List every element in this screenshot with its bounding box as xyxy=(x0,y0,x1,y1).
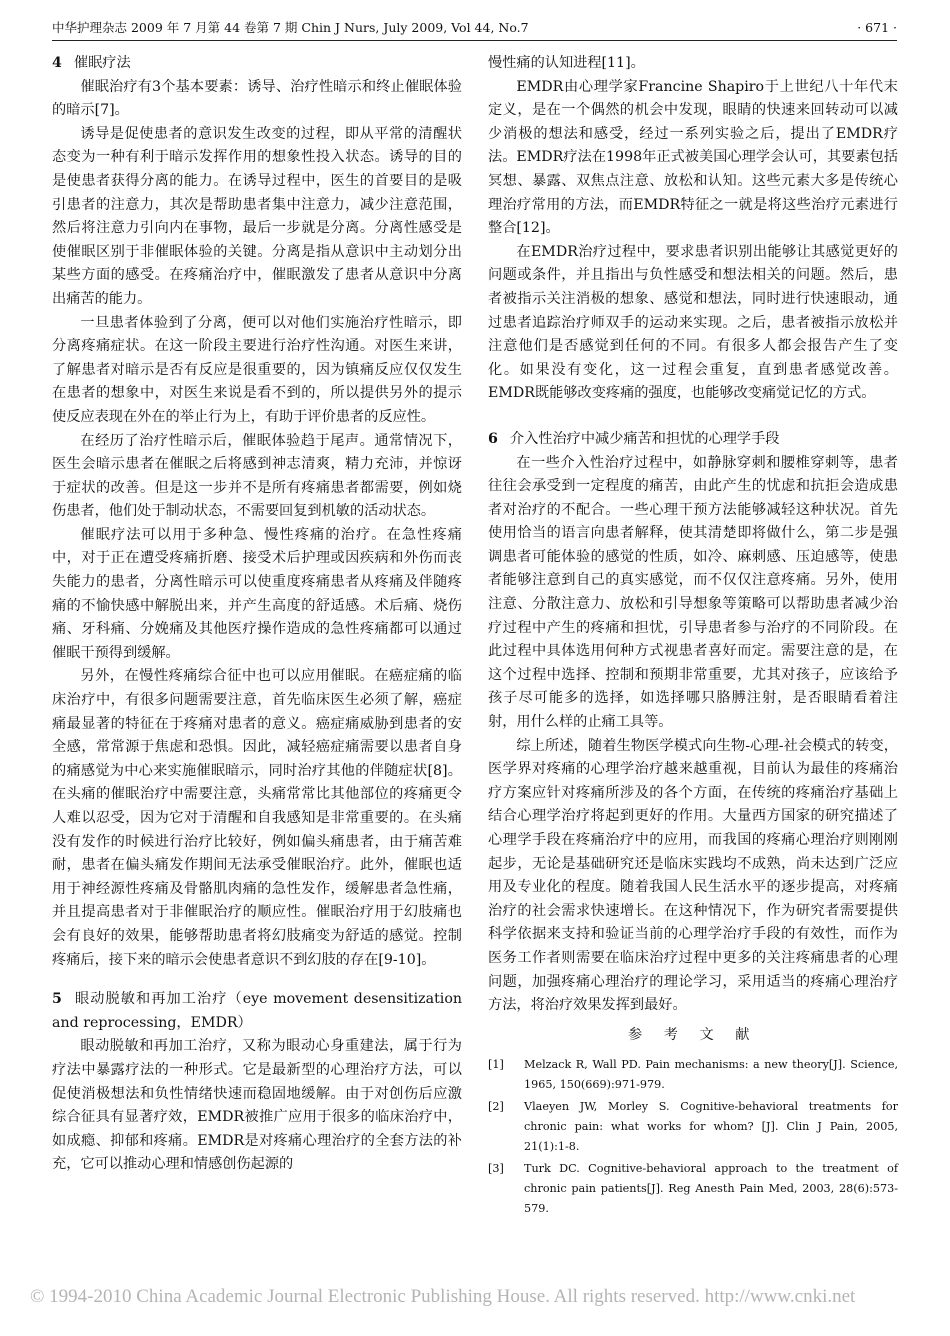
page-number: · 671 · xyxy=(857,20,897,35)
reference-item xyxy=(488,1097,898,1157)
reference-item xyxy=(488,1159,898,1219)
section-6-number: 6 xyxy=(488,430,498,447)
section-5-heading xyxy=(52,988,462,1035)
paragraph-continued: 慢性痛的认知进程[11]。 xyxy=(488,55,645,71)
running-header xyxy=(52,18,897,38)
journal-citation: 中华护理杂志 2009 年 7 月第 44 卷第 7 期 Chin J Nurs, July 2009, Vol 44, No.7 xyxy=(52,20,529,35)
right-column xyxy=(488,52,898,1221)
copyright-footer: © 1994-2010 China Academic Journal Electronic Publishing House. All rights reserved. http://www.cnki.net xyxy=(30,1286,856,1307)
paragraph: 综上所述，随着生物医学模式向生物-心理-社会模式的转变，医学界对疼痛的心理学治疗越来越重视，目前认为最佳的疼痛治疗方案应针对疼痛所涉及的各个方面，在传统的疼痛治疗基础上结合心理学治疗将起到更好的作用。大量西方国家的研究描述了心理学手段在疼痛治疗中的应用，而我国的疼痛心理治疗则刚刚起步，无论是基础研究还是临床实践均不成熟，尚未达到广泛应用及专业化的程度。随着我国人民生活水平的逐步提高，对疼痛治疗的社会需求快速增长。在这种情况下，作为研究者需要提供科学依据来支持和验证当前的心理学治疗手段的有效性，而作为医务工作者则需要在临床治疗过程中更多的关注疼痛患者的心理问题，加强疼痛心理治疗的理论学习，采用适当的疼痛心理治疗方法，将治疗效果发挥到最好。 xyxy=(488,737,898,1014)
reference-item xyxy=(488,1055,898,1095)
section-4-title: 催眠疗法 xyxy=(73,55,131,71)
paragraph: EMDR由心理学家Francine Shapiro于上世纪八十年代末定义，是在一个偶然的机会中发现，眼睛的快速来回转动可以减少消极的想法和感受，经过一系列实验之后，提出了EMDR疗法。EMDR疗法在1998年正式被美国心理学会认可，其要素包括冥想、暴露、双焦点注意、放松和认知。这些元素大多是传统心理治疗常用的方法，而EMDR特征之一就是将这些治疗元素进行整合[12]。 xyxy=(488,78,898,237)
paragraph: 另外，在慢性疼痛综合征中也可以应用催眠。在癌症痛的临床治疗中，有很多问题需要注意，首先临床医生必须了解，癌症痛最显著的特征在于疼痛对患者的意义。癌症痛威胁到患者的安全感，常常源于焦虑和恐惧。因此，减轻癌症痛需要以患者自身的痛感觉为中心来实施催眠暗示，同时治疗其他的伴随症状[8]。在头痛的催眠治疗中需要注意，头痛常常比其他部位的疼痛更令人难以忍受，因为它对于清醒和自我感知是非常重要的。在头痛没有发作的时候进行治疗比较好，例如偏头痛患者，由于痛苦难耐，患者在偏头痛发作期间无法承受催眠治疗。此外，催眠也适用于神经源性疼痛及骨骼肌肉痛的急性发作，缓解患者急性痛，并且提高患者对于非催眠治疗的顺应性。催眠治疗用于幻肢痛也会有良好的效果，能够帮助患者将幻肢痛变为舒适的感觉。控制疼痛后，接下来的暗示会使患者意识不到幻肢的存在[9-10]。 xyxy=(52,668,462,968)
paragraph: 一旦患者体验到了分离，便可以对他们实施治疗性暗示，即分离疼痛症状。在这一阶段主要进行治疗性沟通。对医生来讲，了解患者对暗示是否有反应是很重要的，因为镇痛反应仅仅发生在患者的想象中，对医生来说是看不到的，所以提供另外的提示使反应表现在外在的举止行为上，有助于评价患者的反应性。 xyxy=(52,314,462,425)
paragraph: 眼动脱敏和再加工治疗，又称为眼动心身重建法，属于行为疗法中暴露疗法的一种形式。它是最新型的心理治疗方法，可以促使消极想法和负性情绪快速而稳固地缓解。由于对创伤后应激综合征具有显著疗效，EMDR被推广应用于很多的临床治疗中，如成瘾、抑郁和疼痛。EMDR是对疼痛心理治疗的全套方法的补充，它可以推动心理和情感创伤起源的 xyxy=(52,1038,462,1173)
reference-number: [2] xyxy=(488,1100,504,1114)
left-column xyxy=(52,52,462,1177)
paragraph: 在EMDR治疗过程中，要求患者识别出能够让其感觉更好的问题或条件，并且指出与负性感受和想法相关的问题。然后，患者被指示关注消极的想象、感觉和想法，同时进行快速眼动，通过患者追踪治疗师双手的运动来实现。之后，患者被指示放松并注意他们是否感觉到任何的不同。有很多人都会报告产生了变化。如果没有变化，这一过程会重复，直到患者感觉改善。EMDR既能够改变疼痛的强度，也能够改变痛觉记忆的方式。 xyxy=(488,243,898,402)
reference-text: Turk DC. Cognitive-behavioral approach to the treatment of chronic pain patients[J]. Reg Anesth Pain Med, 2003, 28(6):573-579. xyxy=(524,1162,898,1216)
section-6-heading xyxy=(488,428,898,452)
reference-text: Vlaeyen JW, Morley S. Cognitive-behavioral treatments for chronic pain: what works for whom? [J]. Clin J Pain, 2005, 21(1):1-8. xyxy=(524,1100,898,1154)
reference-number: [1] xyxy=(488,1058,504,1072)
section-4-number: 4 xyxy=(52,55,62,71)
section-4-heading xyxy=(52,52,462,76)
paragraph: 催眠治疗有3个基本要素：诱导、治疗性暗示和终止催眠体验的暗示[7]。 xyxy=(52,78,462,119)
section-5-number: 5 xyxy=(52,991,62,1008)
paragraph: 诱导是促使患者的意识发生改变的过程，即从平常的清醒状态变为一种有利于暗示发挥作用的想象性投入状态。诱导的目的是使患者获得分离的能力。在诱导过程中，医生的首要目的是吸引患者的注意力，其次是帮助患者集中注意力，减少注意范围，然后将注意力引向内在事物，最后一步就是分离。分离性感受是使催眠区别于非催眠体验的关键。分离是指从意识中主动划分出某些方面的感受。在疼痛治疗中，催眠激发了患者从意识中分离出痛苦的能力。 xyxy=(52,125,462,307)
paragraph: 在经历了治疗性暗示后，催眠体验趋于尾声。通常情况下，医生会暗示患者在催眠之后将感到神志清爽，精力充沛，并惊讶于症状的改善。但是这一步并不是所有疼痛患者都需要，例如烧伤患者，他们处于制动状态，不需要回复到机敏的活动状态。 xyxy=(52,432,462,520)
section-5-title: 眼动脱敏和再加工治疗（eye movement desensitization and reprocessing，EMDR） xyxy=(52,991,462,1031)
reference-text: Melzack R, Wall PD. Pain mechanisms: a new theory[J]. Science, 1965, 150(669):971-979. xyxy=(524,1058,898,1092)
paragraph: 在一些介入性治疗过程中，如静脉穿刺和腰椎穿刺等，患者往往会承受到一定程度的痛苦，由此产生的忧虑和抗拒会造成患者对治疗的不配合。一些心理干预方法能够减轻这种状况。首先使用恰当的语言向患者解释，使其清楚即将做什么，第二步是强调患者可能体验的感觉的性质，如冷、麻刺感、压迫感等，使患者能够注意到自己的真实感觉，而不仅仅注意疼痛。另外，使用注意、分散注意力、放松和引导想象等策略可以帮助患者减少治疗过程中产生的疼痛和担忧，引导患者参与治疗的不同阶段。在此过程中具体选用何种方式视患者喜好而定。需要注意的是，在这个过程中选择、控制和预期非常重要，尤其对孩子，应该给予孩子尽可能多的选择，如选择哪只胳膊注射，是否眼睛看着注射，用什么样的止痛工具等。 xyxy=(488,454,898,731)
references-title: 参 考 文 献 xyxy=(628,1026,758,1043)
header-rule xyxy=(52,40,897,41)
paragraph: 催眠疗法可以用于多种急、慢性疼痛的治疗。在急性疼痛中，对于正在遭受疼痛折磨、接受术后护理或因疾病和外伤而丧失能力的患者，分离性暗示可以使重度疼痛患者从疼痛及伴随疼痛的不愉快感中解脱出来，并产生高度的舒适感。术后痛、烧伤痛、牙科痛、分娩痛及其他医疗操作造成的急性疼痛都可以通过催眠干预得到缓解。 xyxy=(52,526,462,661)
reference-number: [3] xyxy=(488,1162,504,1176)
section-6-title: 介入性治疗中减少痛苦和担忧的心理学手段 xyxy=(509,430,780,447)
